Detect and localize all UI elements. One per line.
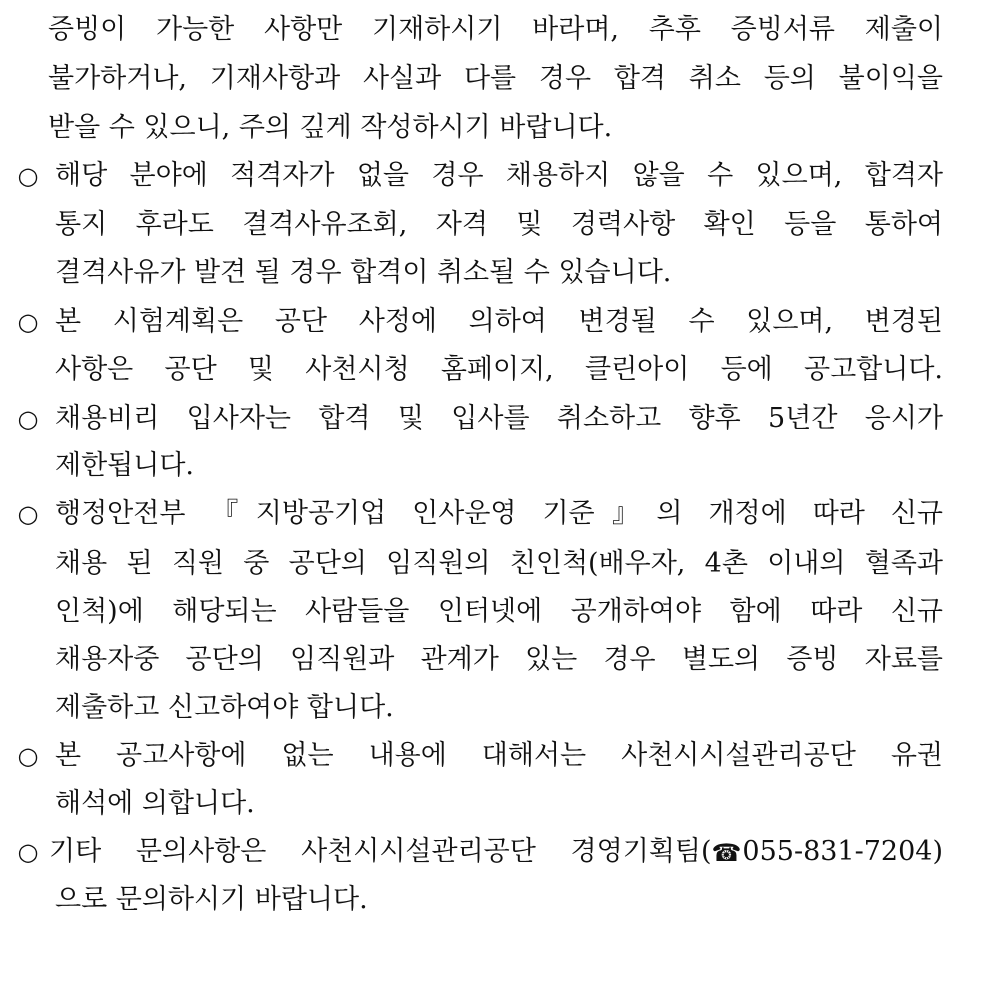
item-4-line-2 xyxy=(0,542,983,586)
item-4-text-3: 인척)에 해당되는 사람들을 인터넷에 공개하여야 함에 따라 신규 xyxy=(55,596,943,627)
item-5-text-1: 본 공고사항에 없는 내용에 대해서는 사천시시설관리공단 유권 xyxy=(55,740,943,771)
intro-text-1: 증빙이 가능한 사항만 기재하시기 바라며, 추후 증빙서류 제출이 xyxy=(48,14,943,45)
contact-prefix: 기타 문의사항은 사천시시설관리공단 경영기획팀( xyxy=(49,836,712,867)
item-1-line-3 xyxy=(0,251,983,295)
item-1-text-1: 해당 분야에 적격자가 없을 경우 채용하지 않을 수 있으며, 합격자 xyxy=(55,160,943,191)
intro-line-1 xyxy=(0,8,983,52)
phone-number: 055-831-7204 xyxy=(742,836,933,867)
bullet-icon: ○ xyxy=(17,162,39,190)
item-4-line-5 xyxy=(0,686,983,730)
item-2-text-2: 사항은 공단 및 사천시청 홈페이지, 클린아이 등에 공고합니다. xyxy=(55,354,943,385)
item-4-text-1: 행정안전부 『지방공기업 인사운영 기준』의 개정에 따라 신규 xyxy=(55,498,943,529)
item-6-text-1 xyxy=(49,830,943,874)
telephone-icon: ☎ xyxy=(711,839,742,867)
item-4-line-3 xyxy=(0,590,983,634)
item-5-line-2 xyxy=(0,782,983,826)
item-2-line-2 xyxy=(0,348,983,392)
item-4-text-2: 채용 된 직원 중 공단의 임직원의 친인척(배우자, 4촌 이내의 혈족과 xyxy=(55,548,943,579)
item-5-text-2: 해석에 의합니다. xyxy=(55,788,255,819)
item-1-line-2 xyxy=(0,203,983,247)
item-3-text-2: 제한됩니다. xyxy=(55,450,194,481)
item-2-text-1: 본 시험계획은 공단 사정에 의하여 변경될 수 있으며, 변경된 xyxy=(55,306,943,337)
item-4-line-4 xyxy=(0,638,983,682)
bullet-icon: ○ xyxy=(17,838,39,866)
bullet-icon: ○ xyxy=(17,405,39,433)
item-6-line-2 xyxy=(0,878,983,922)
item-6-text-2: 으로 문의하시기 바랍니다. xyxy=(55,884,368,915)
item-3-line-2 xyxy=(0,444,983,488)
bullet-icon: ○ xyxy=(17,742,39,770)
bullet-icon: ○ xyxy=(17,500,39,528)
item-3-line-1 xyxy=(0,397,983,441)
contact-suffix: ) xyxy=(932,836,943,867)
bullet-icon: ○ xyxy=(17,308,39,336)
item-5-line-1 xyxy=(0,734,983,778)
item-4-line-1 xyxy=(0,492,983,536)
item-4-text-5: 제출하고 신고하여야 합니다. xyxy=(55,692,394,723)
item-3-text-1: 채용비리 입사자는 합격 및 입사를 취소하고 향후 5년간 응시가 xyxy=(55,403,943,434)
item-4-text-4: 채용자중 공단의 임직원과 관계가 있는 경우 별도의 증빙 자료를 xyxy=(55,644,943,675)
item-6-line-1 xyxy=(0,830,983,874)
intro-line-2 xyxy=(0,57,983,101)
intro-text-2: 불가하거나, 기재사항과 사실과 다를 경우 합격 취소 등의 불이익을 xyxy=(48,63,943,94)
item-1-line-1 xyxy=(0,154,983,198)
intro-line-3 xyxy=(0,106,983,150)
item-1-text-3: 결격사유가 발견 될 경우 합격이 취소될 수 있습니다. xyxy=(55,257,672,288)
item-1-text-2: 통지 후라도 결격사유조회, 자격 및 경력사항 확인 등을 통하여 xyxy=(55,209,943,240)
intro-text-3: 받을 수 있으니, 주의 깊게 작성하시기 바랍니다. xyxy=(48,112,613,143)
item-2-line-1 xyxy=(0,300,983,344)
